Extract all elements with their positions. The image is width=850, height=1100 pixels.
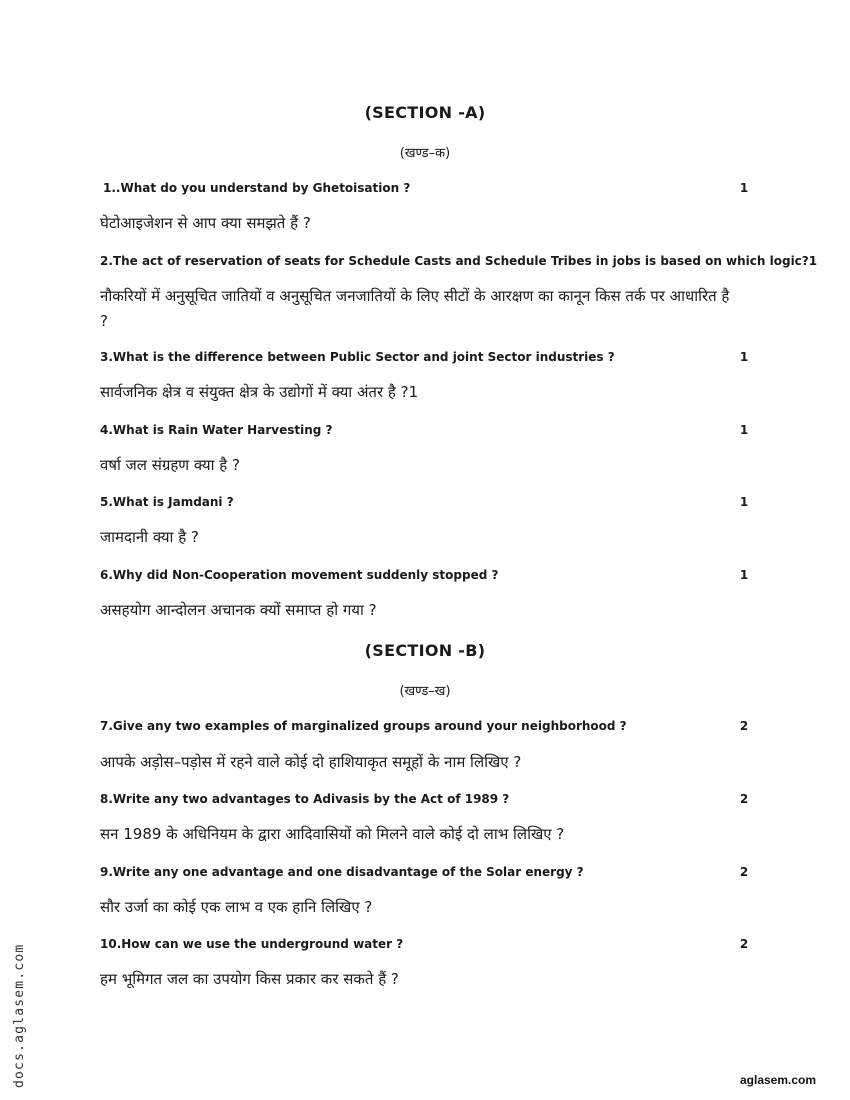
question-7-english: 7.Give any two examples of marginalized groups around your neighborhood ? xyxy=(100,719,627,733)
question-3-hindi: सार्वजनिक क्षेत्र व संयुक्त क्षेत्र के उद्योगों में क्या अंतर है ?1 xyxy=(100,383,419,401)
question-2-hindi: नौकरियों में अनुसूचित जातियों व अनुसूचित जनजातियों के लिए सीटों के आरक्षण का कानून किस तर्क पर आधारित है ? xyxy=(100,287,730,330)
section-a-subtitle: (खण्ड–क) xyxy=(399,146,451,161)
question-6-hindi: असहयोग आन्दोलन अचानक क्यों समाप्त हो गया ? xyxy=(100,601,377,619)
question-4-marks: 1 xyxy=(739,423,749,437)
footer-brand-link[interactable]: aglasem.com xyxy=(740,1073,817,1087)
side-watermark: docs.aglasem.com xyxy=(12,943,27,1088)
question-8-hindi: सन 1989 के अधिनियम के द्वारा आदिवासियों को मिलने वाले कोई दो लाभ लिखिए ? xyxy=(100,825,565,843)
question-9-marks: 2 xyxy=(739,865,749,879)
section-a-title: (SECTION -A) xyxy=(364,103,486,122)
question-5-marks: 1 xyxy=(739,495,749,509)
question-10-english: 10.How can we use the underground water ? xyxy=(100,937,404,951)
question-4-hindi: वर्षा जल संग्रहण क्या है ? xyxy=(100,456,240,474)
question-7-marks: 2 xyxy=(739,719,749,733)
question-1-marks: 1 xyxy=(739,181,749,195)
question-10-marks: 2 xyxy=(739,937,749,951)
question-6-marks: 1 xyxy=(739,568,749,582)
question-7-hindi: आपके अड़ोस–पड़ोस में रहने वाले कोई दो हाशियाकृत समूहों के नाम लिखिए ? xyxy=(100,753,522,771)
question-8-marks: 2 xyxy=(739,792,749,806)
question-3-english: 3.What is the difference between Public Sector and joint Sector industries ? xyxy=(100,350,615,364)
question-5-english: 5.What is Jamdani ? xyxy=(100,495,234,509)
question-6-english: 6.Why did Non-Cooperation movement suddenly stopped ? xyxy=(100,568,499,582)
question-9-hindi: सौर उर्जा का कोई एक लाभ व एक हानि लिखिए ? xyxy=(100,898,373,916)
section-b-subtitle: (खण्ड–ख) xyxy=(399,684,451,699)
section-b-title: (SECTION -B) xyxy=(364,641,486,660)
question-10-hindi: हम भूमिगत जल का उपयोग किस प्रकार कर सकते हैं ? xyxy=(100,970,399,988)
question-8-english: 8.Write any two advantages to Adivasis by the Act of 1989 ? xyxy=(100,792,510,806)
question-1-english: 1..What do you understand by Ghetoisation ? xyxy=(103,181,411,195)
question-3-marks: 1 xyxy=(739,350,749,364)
question-2-english: 2.The act of reservation of seats for Schedule Casts and Schedule Tribes in jobs is based on which logic?1 xyxy=(100,254,818,268)
question-9-english: 9.Write any one advantage and one disadvantage of the Solar energy ? xyxy=(100,865,584,879)
question-1-hindi: घेटोआइजेशन से आप क्या समझते हैं ? xyxy=(100,214,311,232)
question-5-hindi: जामदानी क्या है ? xyxy=(100,528,199,546)
question-4-english: 4.What is Rain Water Harvesting ? xyxy=(100,423,333,437)
